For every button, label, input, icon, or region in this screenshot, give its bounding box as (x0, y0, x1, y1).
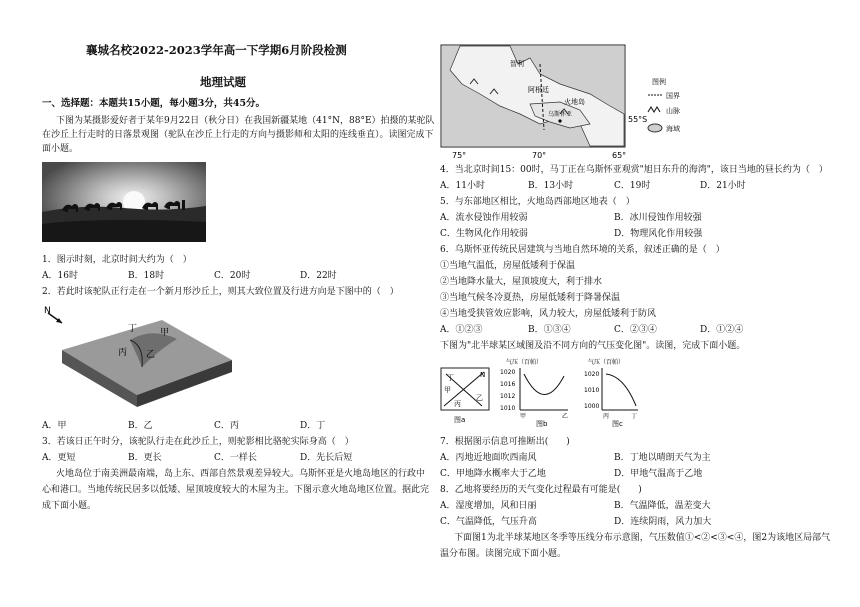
q3-option-c[interactable]: C．一样长 (214, 453, 257, 463)
q1-option-c[interactable]: C．20时 (214, 271, 251, 281)
fig-a-yi: 乙 (476, 394, 483, 402)
legend-border: 国界 (666, 92, 680, 100)
fig-a-caption: 图a (454, 416, 466, 424)
passage4-line-1: 下面图1为北半球某地区冬季等压线分布示意图，气压数值①<②<③<④，图2为该地区局部气 (454, 533, 831, 543)
fig-b-tick-1: 1020 (500, 369, 516, 376)
q6-statement-3: ③当地气候冬冷夏热，房屋低矮利于降暑保温 (440, 293, 621, 303)
fig-c-tick-1: 1020 (584, 371, 600, 378)
q7-stem: 7．根据图示信息可推断出( ) (440, 437, 570, 447)
fig-b-caption: 图b (536, 420, 548, 428)
fig-c-x-bing: 丙 (603, 413, 610, 420)
legend-mountain: 山脉 (666, 107, 680, 115)
q1-option-b[interactable]: B．18时 (128, 271, 165, 281)
q7-option-a[interactable]: A．丙地近地面吹西南风 (440, 453, 537, 463)
fig-b-x-jia: 甲 (520, 413, 527, 420)
q1-option-d[interactable]: D．22时 (300, 271, 337, 281)
q5-option-c[interactable]: C．生物风化作用较弱 (440, 229, 528, 239)
dune-block-diagram (42, 305, 242, 410)
fig-a-north: N (480, 371, 486, 379)
q7-option-b[interactable]: B．丁地以晴朗天气为主 (614, 453, 711, 463)
fig-c-tick-3: 1000 (584, 403, 600, 410)
q4-stem: 4．当北京时间15：00时，马丁正在乌斯怀亚观赏"旭日东升的海湾"，该日当地的昼长约为（ ） (440, 165, 828, 175)
q7-option-d[interactable]: D．甲地气温高于乙地 (614, 469, 703, 479)
q3-stem: 3．若该日正午时分，该驼队行走在此沙丘上，则驼影相比骆驼实际身高（ ） (42, 437, 354, 447)
q4-option-b[interactable]: B．13小时 (528, 181, 574, 191)
q8-option-b[interactable]: B．气温降低，温差变大 (614, 501, 711, 511)
q2-option-d[interactable]: D．丁 (300, 421, 326, 431)
q5-stem: 5．与东部地区相比，火地岛西部地区地表（ ） (440, 197, 635, 207)
fig-b-ylabel: 气压（百帕） (506, 359, 543, 366)
map-label-chile: 智利 (510, 60, 524, 68)
q5-option-a[interactable]: A．流水侵蚀作用较弱 (440, 213, 528, 223)
dune-label-bing: 丙 (118, 348, 128, 358)
dune-label-yi: 乙 (146, 350, 156, 360)
map-label-argentina: 阿根廷 (528, 86, 549, 94)
q6-stem: 6．乌斯怀亚传统民居建筑与当地自然环境的关系，叙述正确的是（ ） (440, 245, 725, 255)
q3-option-d[interactable]: D．先长后短 (300, 453, 353, 463)
q6-option-d[interactable]: D．①②④ (700, 325, 744, 335)
fig-b-x-yi: 乙 (562, 413, 569, 420)
fig-b-tick-2: 1016 (500, 381, 516, 388)
q7-option-c[interactable]: C．甲地降水概率大于乙地 (440, 469, 546, 479)
q1-option-a[interactable]: A．16时 (42, 271, 78, 281)
passage4-line-2: 温分布图。读图完成下面小题。 (440, 549, 567, 559)
map-lon-label-3: 65° (612, 151, 627, 160)
fig-a-jia: 甲 (444, 386, 451, 394)
q8-option-c[interactable]: C．气温降低，气压升高 (440, 517, 537, 527)
exam-subtitle: 地理试题 (200, 75, 246, 89)
map-lon-label-1: 75° (452, 151, 467, 160)
passage2-line-2: 心和港口。当地传统民居多以低矮、屋顶坡度较大的木屋为主。下图示意火地岛地区位置。据此完 (42, 485, 430, 495)
pressure-figures (440, 356, 640, 428)
fig-b-tick-4: 1010 (500, 405, 516, 412)
q6-option-b[interactable]: B．①③④ (528, 325, 571, 335)
q6-option-c[interactable]: C．②③④ (614, 325, 657, 335)
q3-option-a[interactable]: A．更短 (42, 453, 76, 463)
fig-c-ylabel: 气压（百帕） (588, 359, 625, 366)
camel-sunset-photo (42, 162, 206, 242)
legend-sea: 海域 (666, 125, 680, 133)
passage3: 下图为"北半球某区域图及沿不同方向的气压变化图"。读图，完成下面小题。 (440, 341, 746, 351)
q2-option-b[interactable]: B．乙 (128, 421, 153, 431)
fig-c-tick-2: 1010 (584, 387, 600, 394)
q6-statement-4: ④当地受狭管效应影响，风力较大，房屋低矮利于防风 (440, 309, 657, 319)
passage2-line-1: 火地岛位于南美洲最南端，岛上东、西部自然景观差异较大。乌斯怀亚是火地岛地区的行政中 (56, 469, 426, 479)
fig-c-x-ding: 丁 (631, 413, 638, 420)
map-lon-label-2: 70° (532, 151, 547, 160)
fig-a-bing: 丙 (454, 400, 461, 408)
passage2-line-3: 成下面小题。 (42, 501, 97, 511)
q1-stem: 1．图示时刻，北京时间大约为（ ） (42, 255, 192, 265)
intro-line-3: 面小题。 (42, 144, 79, 154)
map-lat-label: 55°S (628, 115, 648, 124)
q2-option-a[interactable]: A．甲 (42, 421, 67, 431)
intro-line-2: 在沙丘上行走时的日落景观图（驼队在沙丘上行走的方向与摄影师和太阳的连线垂直）。读图完成下 (42, 130, 434, 140)
section-heading: 一、选择题：本题共15小题，每小题3分，共45分。 (42, 98, 266, 109)
dune-label-jia: 甲 (160, 328, 170, 338)
tierra-del-fuego-map (440, 44, 690, 162)
q6-statement-2: ②当地降水量大，屋顶坡度大，利于排水 (440, 277, 603, 287)
q2-option-c[interactable]: C．丙 (214, 421, 239, 431)
q8-stem: 8．乙地将要经历的天气变化过程最有可能是( ) (440, 485, 642, 495)
north-label: N (44, 306, 51, 316)
q6-option-a[interactable]: A．①②③ (440, 325, 483, 335)
q8-option-a[interactable]: A．湿度增加，风和日丽 (440, 501, 537, 511)
q2-stem: 2．若此时该驼队正行走在一个新月形沙丘上，则其大致位置及行进方向是下图中的（ ） (42, 287, 399, 297)
q4-option-d[interactable]: D．21小时 (700, 181, 746, 191)
q5-option-b[interactable]: B．冰川侵蚀作用较强 (614, 213, 702, 223)
q5-option-d[interactable]: D．物理风化作用较强 (614, 229, 703, 239)
map-label-city: 乌斯怀亚 (548, 111, 573, 118)
fig-a-ding: 丁 (447, 374, 454, 382)
q8-option-d[interactable]: D．连续阴雨，风力加大 (614, 517, 712, 527)
exam-title: 襄城名校2022-2023学年高一下学期6月阶段检测 (86, 43, 347, 57)
q3-option-b[interactable]: B．更长 (128, 453, 162, 463)
q4-option-c[interactable]: C．19时 (614, 181, 651, 191)
legend-title: 图例 (652, 78, 666, 86)
fig-c-caption: 图c (612, 420, 623, 428)
q4-option-a[interactable]: A．11小时 (440, 181, 485, 191)
map-label-island: 火地岛 (564, 98, 585, 106)
fig-b-tick-3: 1012 (500, 393, 516, 400)
dune-label-ding: 丁 (128, 324, 138, 334)
q6-statement-1: ①当地气温低，房屋低矮利于保温 (440, 261, 576, 271)
intro-line-1: 下图为某摄影爱好者于某年9月22日（秋分日）在我国新疆某地（41°N，88°E）拍摄的某驼队 (56, 116, 435, 126)
